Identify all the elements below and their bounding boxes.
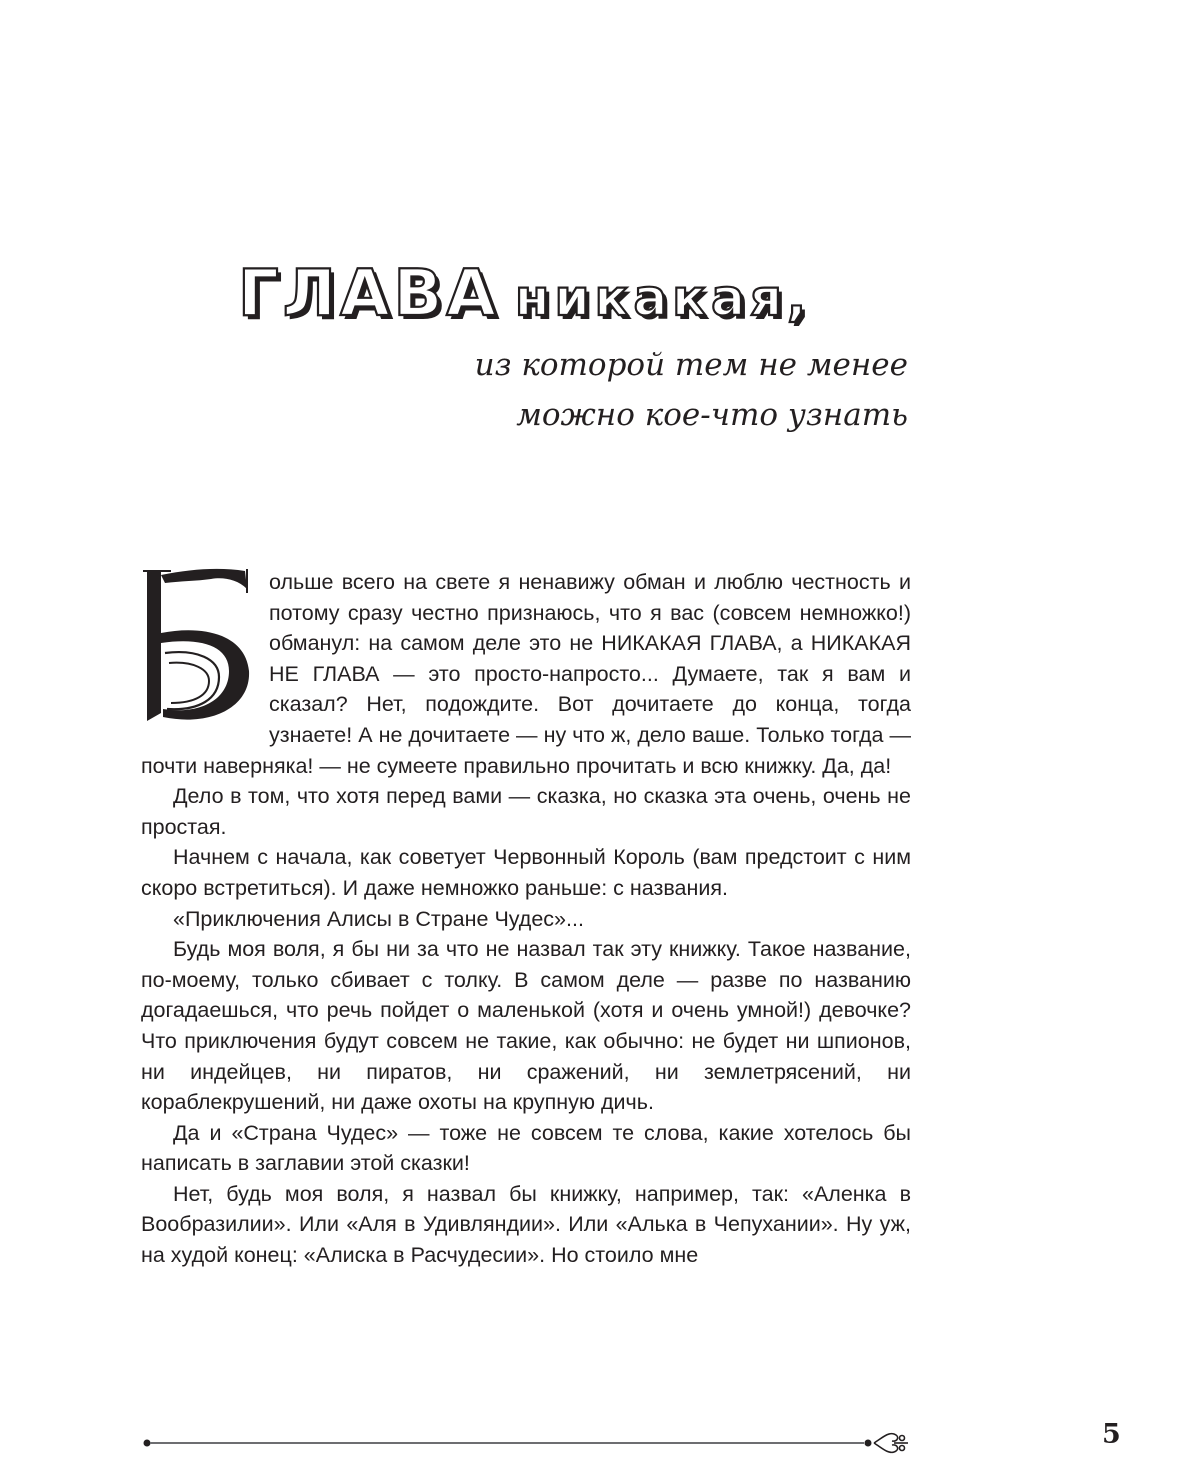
rule-end-dot-icon (144, 1440, 151, 1447)
paragraph-text: ольше всего на свете я ненавижу обман и люблю честность и потому сразу честно признаюсь, что я вас (совсем немножко!) обманул: на самом деле это не НИКАКАЯ ГЛАВА, а НИКАКАЯ НЕ ГЛАВА — это просто-напросто... Думаете, так я вам и сказал? Нет, подождите. Вот дочитаете до конца, тогда узнаете! А не дочитаете — ну что ж, дело ваше. Только тогда — почти наверняка! — не сумеете правильно прочитать и всю книжку. Да, да! (141, 570, 911, 778)
paragraph: Да и «Страна Чудес» — тоже не совсем те слова, какие хотелось бы написать в заглавии этой сказки! (141, 1120, 911, 1176)
paragraph: Дело в том, что хотя перед вами — сказка, но сказка эта очень, очень не простая. (141, 784, 911, 839)
paragraph (141, 567, 911, 781)
body-text (141, 567, 911, 1271)
drop-cap (141, 567, 257, 725)
paragraph: Начнем с начала, как советует Червонный Король (вам предстоит с ним скоро встретиться). И даже немножко раньше: с названия. (141, 845, 911, 900)
chapter-heading (238, 257, 811, 331)
page-number: 5 (1102, 1419, 1121, 1450)
drop-cap-letter-b-icon (141, 567, 257, 725)
subtitle-line-2: можно кое-что узнать (516, 397, 908, 433)
paragraph: Нет, будь моя воля, я назвал бы книжку, например, так: «Аленка в Вообразилии». Или «Аля в Удивляндии». Или «Алька в Чепухании». Ну уж, на худой конец: «Алиска в Расчудесии». Но стоило мне (141, 1181, 911, 1268)
chapter-heading-rest: никакая, (514, 269, 811, 327)
paragraph: Будь моя воля, я бы ни за что не назвал так эту книжку. Такое название, по-моему, только сбивает с толку. В самом деле — разве по названию догадаешься, что речь пойдет о маленькой (хотя и очень умной!) девочке? Что приключения будут совсем не такие, как обычно: не будет ни шпионов, ни индейцев, ни пиратов, ни сражений, ни землетрясений, ни кораблекрушений, ни даже охоты на крупную дичь. (141, 937, 911, 1115)
paragraph: «Приключения Алисы в Стране Чудес»... (173, 906, 584, 931)
rule-end-dot-icon (865, 1440, 872, 1447)
subtitle-line-1: из которой тем не менее (474, 347, 908, 383)
footer-ornament-rule (142, 1428, 912, 1458)
chapter-heading-main: ГЛАВА (238, 257, 500, 331)
chapter-subtitle (460, 340, 908, 440)
flourish-icon (874, 1434, 908, 1453)
